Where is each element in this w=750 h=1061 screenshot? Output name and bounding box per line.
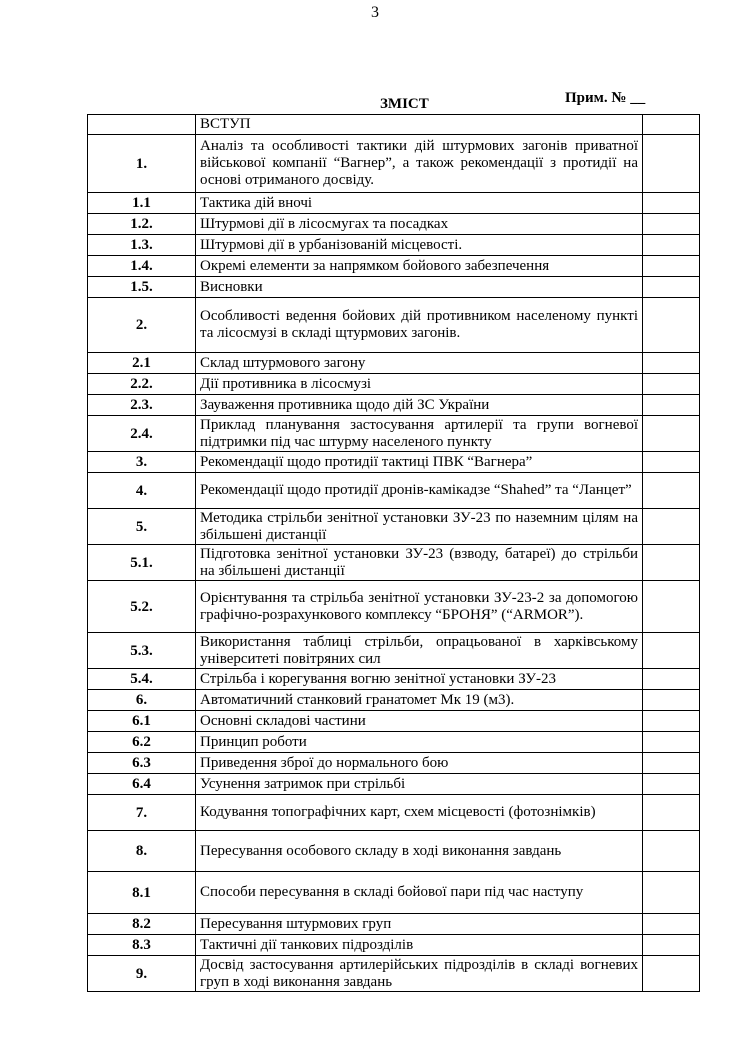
toc-item-title: Приведення зброї до нормального бою <box>196 753 643 774</box>
toc-item-number: 1.4. <box>88 256 196 277</box>
toc-item-number: 6. <box>88 690 196 711</box>
toc-row <box>88 795 700 831</box>
toc-row <box>88 774 700 795</box>
toc-item-page <box>643 193 700 214</box>
toc-row <box>88 545 700 581</box>
toc-item-number: 6.1 <box>88 711 196 732</box>
toc-item-number: 8.3 <box>88 935 196 956</box>
toc-row <box>88 235 700 256</box>
toc-item-number: 2. <box>88 298 196 353</box>
toc-row <box>88 509 700 545</box>
toc-item-page <box>643 473 700 509</box>
toc-item-title: Пересування штурмових груп <box>196 914 643 935</box>
page-number: 3 <box>371 4 379 21</box>
toc-item-page <box>643 914 700 935</box>
toc-item-title: Штурмові дії в урбанізованій місцевості. <box>196 235 643 256</box>
toc-row <box>88 473 700 509</box>
toc-item-title: Орієнтування та стрільба зенітної установки ЗУ-23-2 за допомогою графічно-розрахункового комплексу “БРОНЯ” (“ARMOR”). <box>196 581 643 633</box>
toc-item-number: 1.2. <box>88 214 196 235</box>
toc-row <box>88 581 700 633</box>
toc-item-title: Пересування особового складу в ході виконання завдань <box>196 831 643 872</box>
toc-item-number: 8. <box>88 831 196 872</box>
toc-row <box>88 669 700 690</box>
toc-item-title: Стрільба і корегування вогню зенітної установки ЗУ-23 <box>196 669 643 690</box>
toc-row <box>88 193 700 214</box>
toc-row <box>88 416 700 452</box>
toc-item-page <box>643 633 700 669</box>
toc-item-page <box>643 669 700 690</box>
toc-item-title: Рекомендації щодо протидії тактиці ПВК “Вагнера” <box>196 452 643 473</box>
toc-item-page <box>643 374 700 395</box>
toc-row <box>88 353 700 374</box>
toc-item-page <box>643 935 700 956</box>
toc-item-page <box>643 452 700 473</box>
toc-item-number: 9. <box>88 956 196 992</box>
toc-row <box>88 690 700 711</box>
toc-item-page <box>643 235 700 256</box>
toc-item-number: 2.1 <box>88 353 196 374</box>
toc-item-number: 2.3. <box>88 395 196 416</box>
toc-item-page <box>643 214 700 235</box>
toc-item-title: Висновки <box>196 277 643 298</box>
toc-item-page <box>643 416 700 452</box>
toc-row <box>88 935 700 956</box>
toc-item-title: Автоматичний станковий гранатомет Мк 19 (м3). <box>196 690 643 711</box>
toc-item-page <box>643 956 700 992</box>
toc-item-page <box>643 581 700 633</box>
toc-item-title: Усунення затримок при стрільбі <box>196 774 643 795</box>
toc-item-number: 4. <box>88 473 196 509</box>
toc-item-page <box>643 711 700 732</box>
toc-item-number: 1. <box>88 135 196 193</box>
toc-item-number: 3. <box>88 452 196 473</box>
toc-item-page <box>643 395 700 416</box>
toc-row <box>88 831 700 872</box>
toc-item-page <box>643 135 700 193</box>
toc-item-number: 5. <box>88 509 196 545</box>
toc-item-number: 2.4. <box>88 416 196 452</box>
toc-item-number: 1.3. <box>88 235 196 256</box>
toc-item-title: Принцип роботи <box>196 732 643 753</box>
toc-row <box>88 872 700 914</box>
toc-row <box>88 277 700 298</box>
toc-item-number: 8.1 <box>88 872 196 914</box>
toc-row <box>88 732 700 753</box>
toc-row <box>88 115 700 135</box>
toc-row <box>88 214 700 235</box>
toc-item-number: 5.2. <box>88 581 196 633</box>
toc-item-page <box>643 353 700 374</box>
toc-item-title: Склад штурмового загону <box>196 353 643 374</box>
toc-item-title: Тактичні дії танкових підрозділів <box>196 935 643 956</box>
toc-item-title: Особливості ведення бойових дій противником населеному пункті та лісосмузі в складі щтурмових загонів. <box>196 298 643 353</box>
toc-item-page <box>643 753 700 774</box>
toc-row <box>88 452 700 473</box>
toc-item-title: Кодування топографічних карт, схем місцевості (фотознімків) <box>196 795 643 831</box>
toc-item-title: Приклад планування застосування артилерії та групи вогневої підтримки під час штурму населеного пункту <box>196 416 643 452</box>
toc-item-number: 6.4 <box>88 774 196 795</box>
toc-item-number: 1.5. <box>88 277 196 298</box>
toc-item-title: Досвід застосування артилерійських підрозділів в складі вогневих груп в ході виконання завдань <box>196 956 643 992</box>
toc-item-page <box>643 115 700 135</box>
toc-item-page <box>643 509 700 545</box>
toc-item-page <box>643 732 700 753</box>
toc-item-title: Зауваження противника щодо дій ЗС України <box>196 395 643 416</box>
toc-item-page <box>643 277 700 298</box>
toc-item-number: 5.4. <box>88 669 196 690</box>
toc-item-page <box>643 690 700 711</box>
toc-item-page <box>643 256 700 277</box>
toc-item-title: ВСТУП <box>196 115 643 135</box>
toc-row <box>88 374 700 395</box>
toc-item-number: 7. <box>88 795 196 831</box>
toc-item-title: Штурмові дії в лісосмугах та посадках <box>196 214 643 235</box>
toc-item-page <box>643 298 700 353</box>
toc-item-title: Підготовка зенітної установки ЗУ-23 (взводу, батареї) до стрільби на збільшені дистанції <box>196 545 643 581</box>
toc-item-title: Способи пересування в складі бойової пари під час наступу <box>196 872 643 914</box>
toc-item-number: 6.2 <box>88 732 196 753</box>
toc-item-number: 5.3. <box>88 633 196 669</box>
toc-row <box>88 395 700 416</box>
toc-row <box>88 135 700 193</box>
toc-item-number: 6.3 <box>88 753 196 774</box>
toc-row <box>88 298 700 353</box>
toc-item-page <box>643 774 700 795</box>
toc-item-number: 5.1. <box>88 545 196 581</box>
toc-item-page <box>643 872 700 914</box>
toc-item-number: 2.2. <box>88 374 196 395</box>
toc-row <box>88 256 700 277</box>
toc-item-number: 1.1 <box>88 193 196 214</box>
note-label: Прим. № __ <box>565 90 646 106</box>
toc-item-page <box>643 831 700 872</box>
toc-item-title: Методика стрільби зенітної установки ЗУ-23 по наземним цілям на збільшені дистанції <box>196 509 643 545</box>
toc-item-page <box>643 545 700 581</box>
toc-item-title: Рекомендації щодо протидії дронів-камікадзе “Shahed” та “Ланцет” <box>196 473 643 509</box>
toc-row <box>88 914 700 935</box>
toc-item-page <box>643 795 700 831</box>
toc-item-title: Окремі елементи за напрямком бойового забезпечення <box>196 256 643 277</box>
toc-row <box>88 633 700 669</box>
toc-row <box>88 711 700 732</box>
toc-item-title: Основні складові частини <box>196 711 643 732</box>
toc-row <box>88 753 700 774</box>
toc-item-title: Аналіз та особливості тактики дій штурмових загонів приватної військової компанії “Вагнер”, а також рекомендації з протидії на основі отриманого досвіду. <box>196 135 643 193</box>
page-title: ЗМІСТ <box>380 96 429 112</box>
toc-item-title: Використання таблиці стрільби, опрацьованої в харківському університеті повітряних сил <box>196 633 643 669</box>
contents-table <box>87 114 700 992</box>
toc-item-title: Тактика дій вночі <box>196 193 643 214</box>
toc-item-number <box>88 115 196 135</box>
toc-row <box>88 956 700 992</box>
toc-item-number: 8.2 <box>88 914 196 935</box>
toc-item-title: Дії противника в лісосмузі <box>196 374 643 395</box>
